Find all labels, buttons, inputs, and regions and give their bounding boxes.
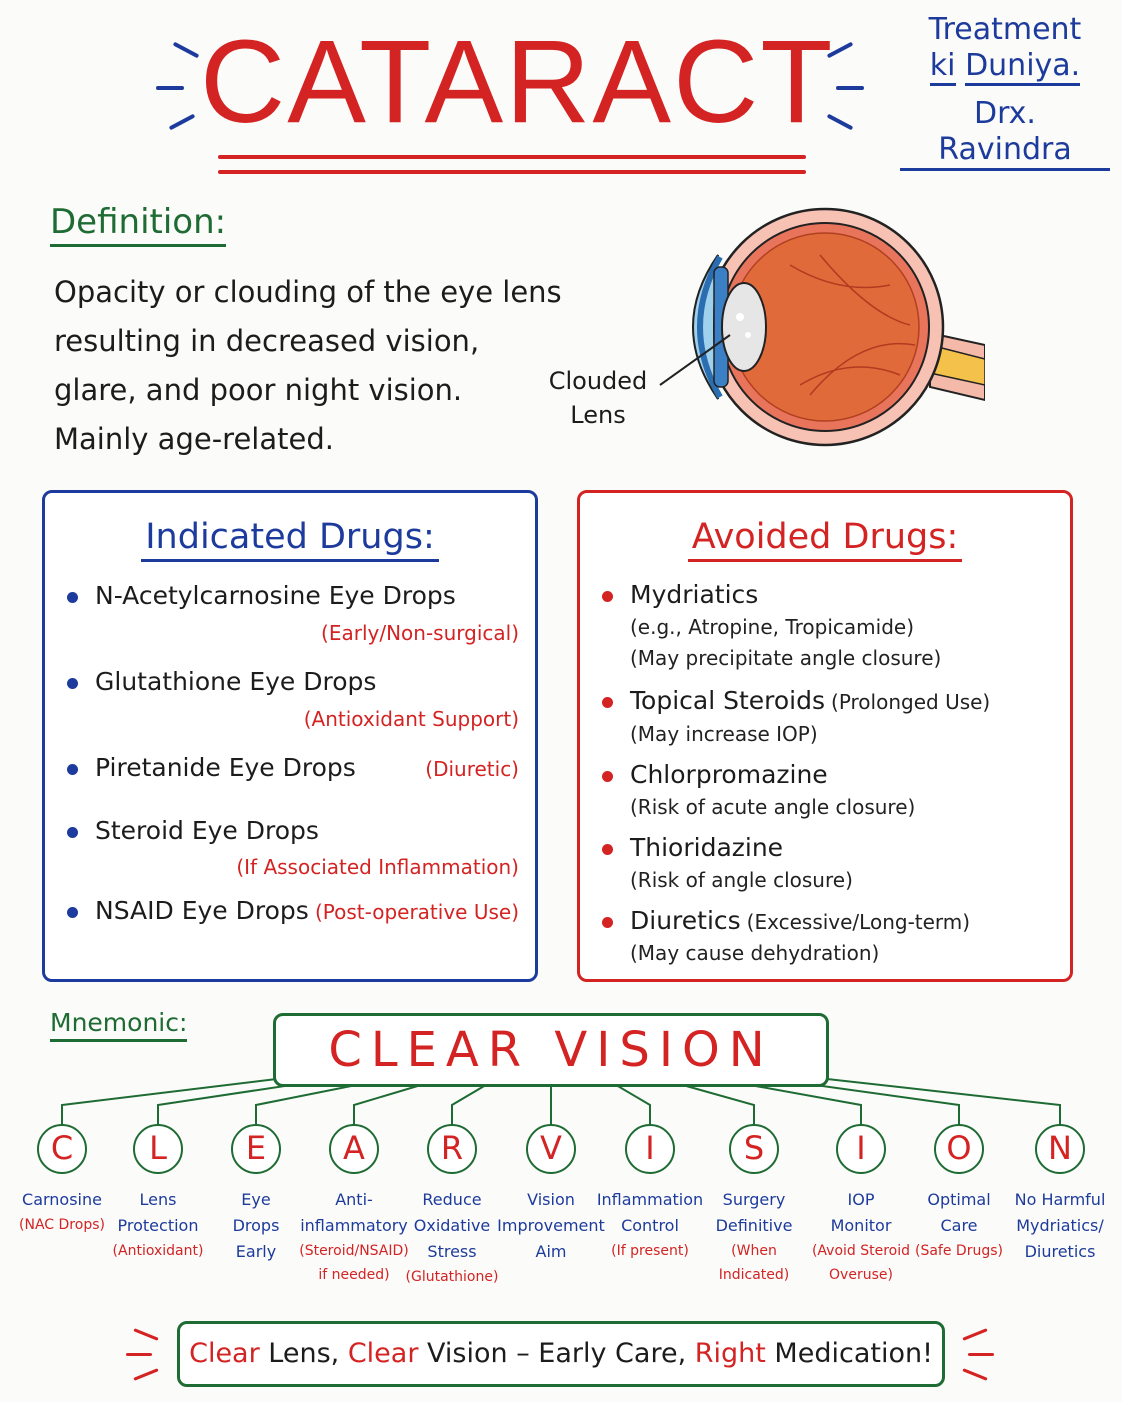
meaning-line: inflammatory	[300, 1216, 408, 1235]
meaning-line: Drops	[232, 1216, 280, 1235]
mnemonic-letter: A	[329, 1124, 379, 1174]
mnemonic-letter: N	[1035, 1124, 1085, 1174]
decor-tick	[962, 1328, 987, 1341]
definition-line: resulting in decreased vision,	[54, 324, 480, 358]
definition-heading: Definition:	[50, 202, 226, 247]
mnemonic-letter: I	[836, 1124, 886, 1174]
avoided-heading-text: Avoided Drugs:	[688, 517, 963, 562]
title-underline	[218, 170, 806, 174]
meaning-note: (If present)	[611, 1243, 689, 1259]
indicated-drug-note: (Antioxidant Support)	[303, 707, 519, 731]
decor-tick	[962, 1368, 987, 1381]
bullet	[602, 844, 613, 855]
mnemonic-letter-meaning	[1005, 1187, 1115, 1265]
meaning-note: (When Indicated)	[718, 1243, 790, 1283]
meaning-line: Control	[621, 1216, 679, 1235]
meaning-line: Monitor	[830, 1216, 892, 1235]
meaning-line: Carnosine	[22, 1190, 102, 1209]
meaning-note: (Steroid/NSAID)	[299, 1243, 409, 1259]
mnemonic-word-box: CLEAR VISION	[273, 1013, 829, 1087]
meaning-note: Overuse)	[829, 1267, 893, 1283]
connector-line	[62, 1077, 293, 1125]
avoided-drug-name	[630, 833, 783, 862]
meaning-note: (Avoid Steroid	[811, 1243, 911, 1259]
slogan-word: Lens,	[259, 1338, 348, 1369]
mnemonic-letter-meaning	[299, 1187, 409, 1287]
meaning-line: Protection	[117, 1216, 199, 1235]
bullet	[67, 907, 78, 918]
bullet	[602, 771, 613, 782]
avoided-drug-title: Topical Steroids	[630, 686, 826, 715]
bullet	[67, 678, 78, 689]
slogan-word: Clear	[347, 1338, 419, 1369]
meaning-line: Diuretics	[1024, 1242, 1096, 1261]
avoided-heading	[580, 517, 1070, 557]
definition-text	[54, 268, 574, 464]
avoided-drug-note: (e.g., Atropine, Tropicamide)	[630, 615, 915, 639]
avoided-drug-name	[630, 686, 990, 715]
avoided-drugs-box	[577, 490, 1073, 982]
slogan-word: Clear	[189, 1338, 260, 1369]
avoided-drug-name	[630, 760, 828, 789]
indicated-drug-name: NSAID Eye Drops	[95, 896, 309, 925]
avoided-drug-qualifier: (Prolonged Use)	[831, 690, 991, 714]
slogan-word: Right	[694, 1338, 766, 1369]
meaning-line: Care	[940, 1216, 978, 1235]
eye-illustration	[640, 195, 985, 457]
meaning-line: Definitive	[715, 1216, 793, 1235]
mnemonic-letter-meaning	[806, 1187, 916, 1287]
mnemonic-letter: O	[934, 1124, 984, 1174]
avoided-drug-title: Chlorpromazine	[630, 760, 828, 789]
decor-tick	[133, 1328, 158, 1341]
avoided-drug-title: Diuretics	[630, 906, 741, 935]
indicated-drugs-box	[42, 490, 538, 982]
meaning-line: Mydriatics/	[1016, 1216, 1104, 1235]
mnemonic-letter: E	[231, 1124, 281, 1174]
definition-line: glare, and poor night vision.	[54, 373, 463, 407]
avoided-drug-note: (Risk of acute angle closure)	[630, 795, 916, 819]
indicated-drug-name: Glutathione Eye Drops	[95, 667, 377, 696]
bullet	[602, 591, 613, 602]
mnemonic-letter-meaning	[595, 1187, 705, 1263]
indicated-drug-name: Piretanide Eye Drops	[95, 753, 356, 782]
meaning-line: Vision	[527, 1190, 575, 1209]
mnemonic-letter: L	[133, 1124, 183, 1174]
slogan-word: Vision – Early Care,	[418, 1338, 695, 1369]
meaning-line: Early	[235, 1242, 277, 1261]
meaning-line: IOP	[847, 1190, 875, 1209]
decor-tick	[836, 86, 864, 90]
definition-line: Opacity or clouding of the eye lens	[54, 275, 562, 309]
bullet	[602, 917, 613, 928]
mnemonic-letter-meaning	[904, 1187, 1014, 1263]
bullet	[67, 827, 78, 838]
avoided-drug-qualifier: (Excessive/Long-term)	[746, 910, 971, 934]
indicated-drug-name: Steroid Eye Drops	[95, 816, 319, 845]
avoided-drug-title: Thioridazine	[630, 833, 784, 862]
avoided-drug-name	[630, 906, 970, 935]
meaning-note: (Glutathione)	[405, 1269, 499, 1285]
avoided-drug-note: (May cause dehydration)	[630, 941, 880, 965]
meaning-line: Optimal	[927, 1190, 991, 1209]
brand-line-2	[900, 48, 1110, 84]
mnemonic-letter: V	[526, 1124, 576, 1174]
indicated-drug-name: N-Acetylcarnosine Eye Drops	[95, 581, 456, 610]
meaning-note: (Safe Drugs)	[915, 1243, 1003, 1259]
meaning-line: Eye	[241, 1190, 271, 1209]
meaning-note: if needed)	[318, 1267, 390, 1283]
clouded-lens-label	[548, 364, 648, 432]
meaning-line: No Harmful	[1014, 1190, 1106, 1209]
mnemonic-letter: C	[37, 1124, 87, 1174]
footer-slogan	[177, 1321, 945, 1387]
mnemonic-letter: S	[729, 1124, 779, 1174]
indicated-drug-note: (If Associated Inflammation)	[236, 855, 519, 879]
bullet	[67, 764, 78, 775]
avoided-drug-note: (May increase IOP)	[630, 722, 818, 746]
meaning-line: Improvement	[497, 1216, 605, 1235]
mnemonic-letter-meaning	[397, 1187, 507, 1289]
title-underline	[218, 155, 806, 159]
mnemonic-letter-meaning	[699, 1187, 809, 1287]
decor-tick	[968, 1353, 994, 1356]
meaning-note: (NAC Drops)	[19, 1217, 105, 1233]
meaning-line: Reduce	[422, 1190, 482, 1209]
mnemonic-letter: R	[427, 1124, 477, 1174]
meaning-line: Surgery	[722, 1190, 786, 1209]
indicated-drug-note: (Post-operative Use)	[314, 900, 519, 924]
mnemonic-letter-meaning	[496, 1187, 606, 1265]
avoided-drug-title: Mydriatics	[630, 580, 759, 609]
avoided-drug-note: (Risk of angle closure)	[630, 868, 853, 892]
decor-tick	[173, 42, 200, 59]
meaning-line: Inflammation	[596, 1190, 704, 1209]
mnemonic-heading: Mnemonic:	[50, 1008, 187, 1042]
indicated-heading	[45, 517, 535, 557]
author-name: Drx. Ravindra	[900, 96, 1110, 171]
decor-tick	[156, 86, 184, 90]
bullet	[67, 592, 78, 603]
mnemonic-letter-meaning	[201, 1187, 311, 1265]
avoided-drug-note: (May precipitate angle closure)	[630, 646, 942, 670]
bullet	[602, 697, 613, 708]
meaning-line: Lens	[139, 1190, 177, 1209]
indicated-drug-note: (Early/Non-surgical)	[321, 621, 519, 645]
indicated-drug-note: (Diuretic)	[425, 757, 519, 781]
meaning-note: (Antioxidant)	[112, 1243, 204, 1259]
decor-tick	[169, 114, 196, 131]
brand-word-duniya: Duniya.	[965, 48, 1080, 86]
label-line: Clouded	[548, 367, 648, 395]
decor-tick	[126, 1353, 152, 1356]
brand-word-ki: ki	[930, 48, 956, 86]
mnemonic-letter-meaning	[7, 1187, 117, 1237]
meaning-line: Stress	[427, 1242, 477, 1261]
mnemonic-letter: I	[625, 1124, 675, 1174]
indicated-heading-text: Indicated Drugs:	[141, 517, 439, 562]
meaning-line: Aim	[535, 1242, 567, 1261]
avoided-drug-name	[630, 580, 758, 609]
slogan-word: Medication!	[765, 1338, 933, 1369]
page-title: CATARACT	[200, 16, 835, 148]
brand-block	[900, 12, 1110, 171]
brand-line-1: Treatment	[928, 12, 1082, 47]
mnemonic-letter-meaning	[103, 1187, 213, 1263]
meaning-line: Anti-	[335, 1190, 373, 1209]
definition-line: Mainly age-related.	[54, 422, 334, 456]
meaning-line: Oxidative	[413, 1216, 491, 1235]
decor-tick	[133, 1368, 158, 1381]
label-line: Lens	[570, 401, 626, 429]
